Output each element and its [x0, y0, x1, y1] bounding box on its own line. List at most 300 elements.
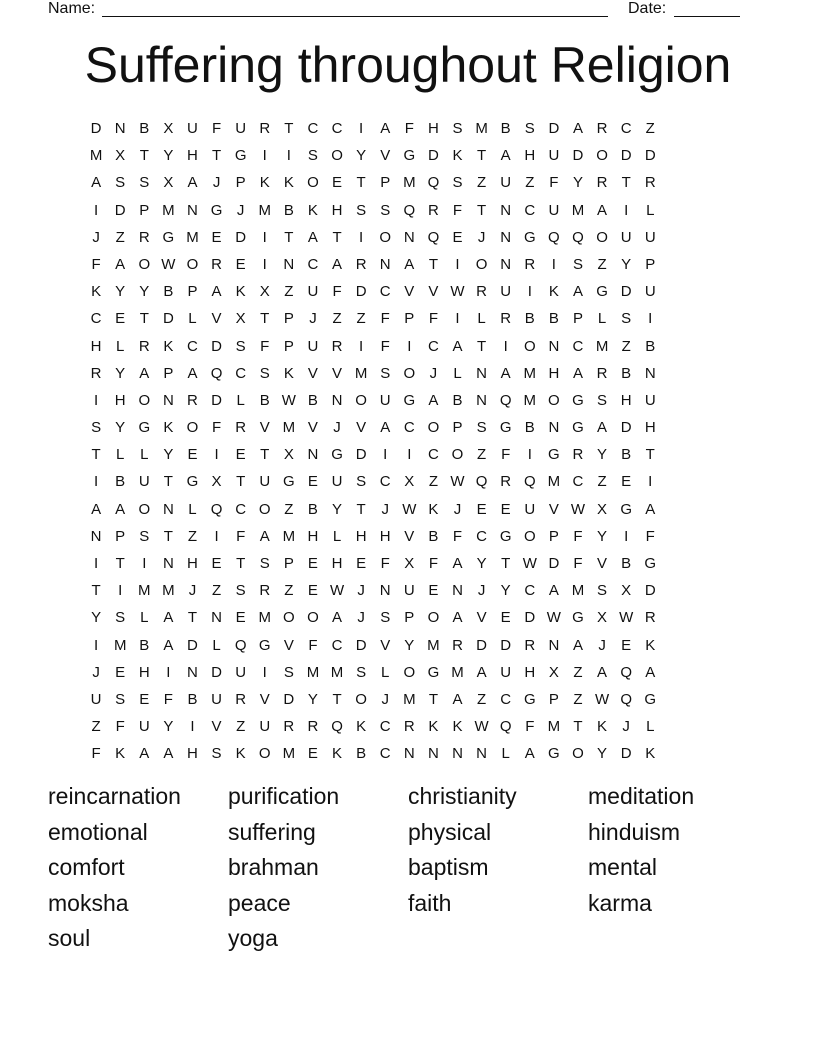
- word-bank-item: purification: [228, 783, 340, 809]
- grid-cell: I: [142, 555, 147, 572]
- grid-cell: V: [259, 690, 270, 708]
- grid-cell: M: [403, 174, 416, 192]
- grid-cell: H: [620, 391, 632, 409]
- grid-cell: C: [476, 527, 488, 545]
- grid-cell: U: [259, 718, 271, 736]
- grid-cell: J: [381, 690, 389, 708]
- grid-cell: F: [428, 555, 438, 572]
- grid-cell: I: [624, 527, 629, 545]
- grid-cell: T: [356, 500, 366, 518]
- grid-row: [84, 387, 732, 414]
- grid-cell: T: [477, 201, 487, 219]
- grid-cell: I: [455, 310, 460, 328]
- grid-cell: F: [332, 283, 342, 301]
- grid-cell: N: [379, 582, 391, 600]
- grid-cell: S: [380, 609, 391, 627]
- grid-cell: Q: [620, 663, 632, 681]
- word-bank-item: soul: [48, 925, 91, 952]
- grid-cell: I: [503, 337, 508, 355]
- grid-cell: C: [427, 337, 439, 355]
- grid-cell: Q: [331, 718, 343, 736]
- grid-cell: F: [380, 310, 390, 328]
- grid-cell: S: [235, 582, 246, 600]
- grid-cell: I: [262, 147, 267, 165]
- grid-cell: W: [546, 609, 561, 627]
- grid-cell: F: [428, 310, 438, 328]
- grid-cell: A: [380, 419, 391, 437]
- grid-cell: E: [235, 446, 246, 464]
- grid-cell: I: [407, 337, 412, 355]
- grid-cell: T: [501, 555, 511, 572]
- grid-cell: C: [427, 446, 439, 464]
- grid-cell: M: [113, 636, 127, 654]
- grid-cell: N: [187, 663, 198, 681]
- grid-cell: E: [356, 555, 367, 572]
- grid-row: [84, 360, 732, 387]
- grid-cell: I: [214, 446, 219, 464]
- grid-cell: D: [355, 283, 367, 301]
- word-bank-item: hinduism: [588, 818, 681, 845]
- grid-cell: D: [524, 609, 536, 627]
- grid-cell: J: [357, 609, 365, 627]
- grid-cell: J: [381, 500, 389, 518]
- grid-cell: A: [476, 663, 487, 681]
- grid-cell: N: [162, 555, 174, 572]
- grid-cell: M: [595, 337, 609, 355]
- grid-cell: S: [91, 419, 102, 437]
- grid-cell: W: [450, 283, 465, 301]
- grid-cell: V: [476, 609, 487, 627]
- grid-cell: A: [597, 663, 608, 681]
- grid-cell: W: [450, 473, 465, 491]
- grid-cell: T: [211, 147, 222, 165]
- grid-cell: X: [163, 120, 174, 137]
- grid-cell: S: [115, 174, 126, 192]
- grid-cell: A: [428, 391, 439, 409]
- grid-cell: C: [307, 255, 319, 273]
- grid-cell: F: [404, 120, 414, 137]
- grid-cell: C: [572, 337, 584, 355]
- grid-cell: M: [571, 201, 585, 219]
- grid-cell: I: [359, 120, 364, 137]
- grid-cell: K: [332, 745, 343, 763]
- grid-cell: B: [283, 201, 294, 219]
- grid-cell: A: [524, 745, 535, 763]
- grid-cell: W: [281, 391, 296, 409]
- word-bank-item: moksha: [48, 889, 129, 916]
- grid-cell: I: [551, 255, 556, 273]
- grid-cell: N: [162, 500, 174, 518]
- grid-cell: A: [645, 663, 656, 681]
- grid-cell: B: [621, 364, 632, 382]
- grid-cell: T: [139, 310, 149, 328]
- grid-cell: L: [140, 609, 149, 627]
- grid-cell: Z: [477, 174, 487, 192]
- grid-cell: N: [187, 201, 198, 219]
- grid-cell: G: [620, 500, 632, 518]
- grid-cell: R: [187, 391, 198, 409]
- grid-cell: I: [407, 446, 412, 464]
- grid-cell: B: [163, 283, 174, 301]
- grid-cell: F: [573, 527, 583, 545]
- grid-row: [84, 523, 732, 550]
- word-bank-item: mental: [588, 854, 658, 881]
- grid-cell: Z: [284, 582, 294, 600]
- grid-cell: S: [307, 147, 318, 165]
- grid-cell: U: [187, 120, 198, 137]
- grid-cell: A: [645, 500, 656, 518]
- grid-cell: R: [211, 255, 222, 273]
- grid-cell: R: [476, 283, 488, 301]
- grid-cell: L: [188, 500, 197, 518]
- grid-cell: G: [644, 690, 657, 708]
- grid-cell: J: [212, 174, 221, 192]
- grid-cell: F: [452, 201, 463, 219]
- grid-cell: Q: [572, 228, 584, 246]
- grid-cell: U: [307, 283, 319, 301]
- grid-cell: W: [619, 609, 634, 627]
- grid-cell: I: [190, 718, 195, 736]
- grid-cell: R: [524, 636, 536, 654]
- grid-cell: Z: [284, 283, 294, 301]
- grid-cell: K: [283, 174, 294, 192]
- grid-cell: Z: [477, 690, 487, 708]
- grid-cell: T: [91, 582, 101, 600]
- grid-cell: V: [307, 364, 318, 382]
- grid-cell: I: [94, 391, 99, 409]
- grid-cell: U: [138, 473, 150, 491]
- word-bank-item: physical: [408, 818, 492, 845]
- grid-cell: Y: [572, 174, 583, 192]
- grid-cell: F: [211, 419, 222, 437]
- grid-cell: N: [476, 745, 488, 763]
- grid-cell: M: [330, 663, 344, 681]
- grid-cell: R: [235, 419, 247, 437]
- grid-cell: B: [452, 391, 463, 409]
- grid-cell: S: [259, 364, 270, 382]
- grid-cell: D: [211, 391, 222, 409]
- grid-cell: F: [452, 527, 463, 545]
- grid-cell: R: [90, 364, 102, 382]
- grid-cell: G: [572, 391, 584, 409]
- grid-cell: R: [596, 120, 608, 137]
- grid-cell: C: [379, 283, 391, 301]
- grid-cell: Q: [427, 228, 440, 246]
- grid-cell: S: [452, 174, 463, 192]
- grid-cell: F: [260, 337, 270, 355]
- grid-cell: E: [187, 446, 198, 464]
- grid-cell: D: [355, 446, 367, 464]
- grid-cell: I: [648, 473, 653, 491]
- grid-cell: L: [236, 391, 245, 409]
- grid-cell: B: [428, 527, 439, 545]
- grid-row: [84, 604, 732, 631]
- grid-cell: A: [572, 120, 583, 137]
- grid-cell: A: [452, 555, 463, 572]
- grid-cell: M: [282, 419, 296, 437]
- grid-cell: D: [114, 201, 126, 219]
- grid-cell: L: [646, 718, 655, 736]
- grid-cell: T: [428, 690, 438, 708]
- grid-cell: A: [332, 255, 343, 273]
- grid-row: [84, 251, 732, 278]
- grid-cell: S: [115, 609, 126, 627]
- grid-cell: U: [644, 391, 656, 409]
- grid-cell: S: [259, 555, 270, 572]
- grid-cell: G: [644, 555, 657, 572]
- grid-cell: H: [427, 120, 439, 137]
- grid-cell: W: [474, 718, 489, 736]
- grid-cell: Y: [115, 283, 126, 301]
- grid-cell: G: [596, 283, 608, 301]
- grid-cell: X: [115, 147, 126, 165]
- grid-cell: N: [114, 120, 126, 137]
- grid-cell: T: [477, 147, 487, 165]
- grid-cell: Q: [210, 364, 223, 382]
- grid-cell: X: [235, 310, 246, 328]
- grid-cell: E: [621, 473, 632, 491]
- grid-cell: P: [283, 555, 294, 572]
- grid-cell: T: [332, 690, 342, 708]
- grid-cell: N: [452, 582, 463, 600]
- grid-cell: F: [645, 527, 655, 545]
- grid-cell: J: [309, 310, 317, 328]
- grid-cell: F: [573, 555, 583, 572]
- grid-cell: X: [211, 473, 222, 491]
- grid-cell: L: [188, 310, 197, 328]
- grid-row: [84, 550, 732, 577]
- grid-cell: T: [477, 337, 487, 355]
- grid-cell: H: [187, 555, 198, 572]
- grid-cell: U: [90, 690, 102, 708]
- word-bank-item: brahman: [228, 854, 319, 881]
- grid-cell: P: [645, 255, 656, 273]
- grid-cell: H: [187, 745, 198, 763]
- grid-cell: X: [259, 283, 270, 301]
- page-title: Suffering throughout Religion: [84, 37, 732, 93]
- grid-cell: I: [648, 310, 653, 328]
- grid-cell: V: [356, 419, 367, 437]
- grid-cell: E: [115, 663, 126, 681]
- letter-grid: [84, 115, 732, 768]
- grid-cell: L: [646, 201, 655, 219]
- grid-cell: O: [186, 255, 199, 273]
- grid-cell: D: [620, 147, 632, 165]
- grid-cell: A: [597, 201, 608, 219]
- grid-cell: E: [211, 228, 222, 246]
- grid-cell: C: [572, 473, 584, 491]
- grid-cell: R: [596, 364, 608, 382]
- grid-cell: K: [548, 283, 559, 301]
- grid-cell: A: [452, 690, 463, 708]
- grid-cell: C: [331, 636, 343, 654]
- grid-row: [84, 169, 732, 196]
- grid-cell: P: [163, 364, 174, 382]
- grid-row: [84, 441, 732, 468]
- grid-cell: C: [620, 120, 632, 137]
- grid-cell: Y: [115, 364, 126, 382]
- grid-cell: K: [452, 718, 463, 736]
- grid-cell: A: [548, 582, 559, 600]
- grid-cell: L: [453, 364, 462, 382]
- grid-cell: P: [283, 337, 294, 355]
- grid-cell: O: [258, 745, 271, 763]
- grid-cell: C: [187, 337, 198, 355]
- grid-cell: O: [138, 500, 151, 518]
- grid-cell: N: [476, 364, 488, 382]
- grid-cell: R: [283, 718, 295, 736]
- grid-cell: M: [89, 147, 103, 165]
- grid-cell: Y: [404, 636, 415, 654]
- grid-cell: N: [403, 228, 415, 246]
- grid-cell: H: [644, 419, 656, 437]
- date-label: Date:: [628, 0, 667, 17]
- grid-cell: T: [356, 174, 366, 192]
- grid-cell: D: [355, 636, 367, 654]
- grid-cell: F: [163, 690, 173, 708]
- grid-cell: K: [235, 283, 246, 301]
- grid-cell: L: [332, 527, 342, 545]
- grid-cell: C: [379, 473, 391, 491]
- grid-cell: O: [475, 255, 488, 273]
- grid-cell: T: [187, 609, 198, 627]
- grid-cell: G: [523, 690, 536, 708]
- grid-row: [84, 115, 732, 142]
- grid-cell: O: [379, 228, 392, 246]
- grid-cell: G: [548, 446, 560, 464]
- grid-cell: G: [162, 228, 175, 246]
- grid-cell: O: [355, 690, 367, 708]
- grid-cell: M: [162, 582, 175, 600]
- grid-cell: M: [258, 609, 271, 627]
- word-bank-item: comfort: [48, 854, 125, 881]
- grid-cell: E: [307, 555, 318, 572]
- grid-cell: O: [403, 364, 416, 382]
- grid-cell: V: [404, 283, 415, 301]
- grid-cell: G: [499, 419, 512, 437]
- grid-cell: I: [262, 255, 267, 273]
- grid-cell: P: [404, 609, 415, 627]
- grid-cell: A: [500, 364, 511, 382]
- grid-cell: G: [403, 391, 416, 409]
- grid-cell: H: [90, 337, 102, 355]
- grid-cell: A: [115, 255, 126, 273]
- grid-cell: B: [139, 120, 150, 137]
- grid-cell: Y: [597, 527, 608, 545]
- grid-cell: D: [90, 120, 102, 137]
- grid-cell: J: [188, 582, 197, 600]
- grid-cell: G: [210, 201, 223, 219]
- grid-cell: R: [427, 201, 439, 219]
- grid-cell: I: [527, 446, 532, 464]
- grid-cell: I: [383, 446, 388, 464]
- grid-cell: H: [187, 147, 198, 165]
- grid-row: [84, 333, 732, 360]
- grid-cell: K: [452, 147, 463, 165]
- grid-cell: O: [548, 391, 560, 409]
- grid-cell: L: [477, 310, 486, 328]
- grid-cell: A: [404, 255, 415, 273]
- grid-cell: B: [139, 636, 150, 654]
- grid-cell: D: [476, 636, 488, 654]
- grid-cell: S: [572, 255, 583, 273]
- grid-cell: C: [379, 745, 391, 763]
- grid-cell: J: [429, 364, 438, 382]
- grid-cell: M: [523, 391, 537, 409]
- grid-cell: A: [139, 364, 150, 382]
- grid-cell: N: [211, 609, 222, 627]
- grid-cell: Y: [115, 419, 126, 437]
- grid-cell: O: [523, 337, 536, 355]
- grid-cell: N: [427, 745, 439, 763]
- grid-cell: A: [572, 636, 583, 654]
- grid-cell: T: [236, 473, 246, 491]
- grid-cell: O: [138, 391, 151, 409]
- grid-cell: G: [523, 228, 536, 246]
- grid-cell: O: [355, 391, 367, 409]
- word-bank-item: reincarnation: [48, 783, 181, 809]
- grid-cell: Y: [163, 446, 174, 464]
- grid-cell: K: [645, 745, 656, 763]
- grid-cell: J: [236, 201, 245, 219]
- word-bank-item: emotional: [48, 818, 148, 845]
- grid-cell: H: [355, 527, 367, 545]
- grid-cell: Q: [620, 690, 632, 708]
- grid-cell: M: [547, 473, 561, 491]
- grid-cell: V: [404, 527, 415, 545]
- grid-cell: K: [91, 283, 102, 301]
- grid-cell: D: [187, 636, 198, 654]
- grid-cell: M: [427, 636, 440, 654]
- grid-cell: N: [548, 636, 560, 654]
- grid-cell: A: [307, 228, 318, 246]
- grid-cell: K: [163, 337, 174, 355]
- grid-cell: W: [594, 690, 610, 708]
- grid-cell: X: [404, 555, 415, 572]
- grid-cell: I: [359, 228, 364, 246]
- grid-cell: B: [115, 473, 126, 491]
- grid-cell: J: [333, 419, 341, 437]
- grid-cell: C: [235, 364, 247, 382]
- grid-cell: M: [186, 228, 199, 246]
- grid-cell: N: [500, 201, 512, 219]
- grid-cell: A: [452, 337, 463, 355]
- grid-cell: C: [331, 120, 343, 137]
- grid-cell: G: [234, 147, 247, 165]
- grid-cell: J: [92, 228, 100, 246]
- grid-cell: Y: [500, 582, 511, 600]
- grid-cell: P: [187, 283, 198, 301]
- grid-cell: A: [91, 174, 102, 192]
- grid-cell: E: [500, 609, 511, 627]
- grid-cell: V: [380, 636, 391, 654]
- grid-cell: E: [307, 582, 318, 600]
- grid-cell: E: [307, 473, 318, 491]
- grid-cell: I: [359, 337, 364, 355]
- grid-cell: B: [187, 690, 198, 708]
- word-bank-item: meditation: [588, 783, 695, 809]
- grid-cell: A: [163, 636, 174, 654]
- grid-cell: D: [644, 582, 656, 600]
- grid-cell: S: [452, 120, 463, 137]
- grid-cell: U: [644, 228, 656, 246]
- grid-cell: T: [91, 446, 101, 464]
- grid-cell: W: [522, 555, 537, 572]
- grid-cell: H: [524, 147, 536, 165]
- grid-cell: E: [476, 500, 487, 518]
- grid-cell: P: [115, 527, 126, 545]
- grid-cell: J: [598, 636, 606, 654]
